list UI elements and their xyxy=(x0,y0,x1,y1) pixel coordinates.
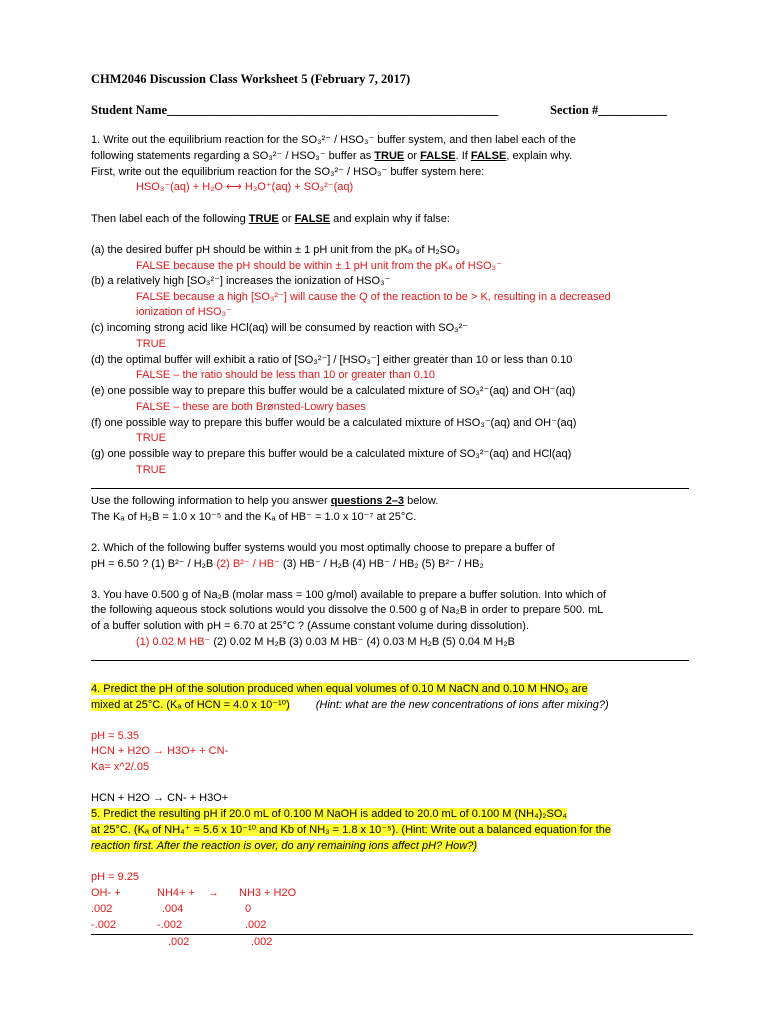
q3-answer: (1) 0.02 M HB⁻ xyxy=(136,636,211,648)
q5-table-cell: 0 xyxy=(245,903,252,915)
q5-table-header-nh3: NH3 + H2O xyxy=(239,887,297,899)
info-line2: The Kₐ of H₂B = 1.0 x 10⁻⁵ and the Kₐ of HB⁻ = 1.0 x 10⁻⁷ at 25°C. xyxy=(91,511,417,523)
q5-table-cell: .004 xyxy=(162,903,184,915)
q5-table-cell: -.002 xyxy=(157,919,183,931)
q1-statement-d: (d) the optimal buffer will exhibit a ratio of [SO₃²⁻] / [HSO₃⁻] either greater than 10 or less than 0.10 xyxy=(91,354,573,366)
info-line1: Use the following information to help you answer questions 2–3 below. xyxy=(91,495,439,507)
q5-line1: 5. Predict the resulting pH if 20.0 mL of 0.100 M NaOH is added to 20.0 mL of 0.100 M (NH₄)₂SO₄ xyxy=(91,808,567,820)
q1-answer-c: TRUE xyxy=(136,338,166,350)
q1-intro-line2: following statements regarding a SO₃²⁻ / HSO₃⁻ buffer as TRUE or FALSE. If FALSE, explain why. xyxy=(91,150,573,162)
q4-work-reaction: HCN + H2O → H3O+ + CN- xyxy=(91,745,229,757)
q1-first-line: First, write out the equilibrium reaction for the SO₃²⁻ / HSO₃⁻ buffer system here: xyxy=(91,166,485,178)
q1-answer-b-line2: ionization of HSO₃⁻ xyxy=(136,306,232,318)
q3-choices: (1) 0.02 M HB⁻ (2) 0.02 M H₂B (3) 0.03 M HB⁻ (4) 0.03 M H₂B (5) 0.04 M H₂B xyxy=(136,636,515,648)
q4-work-ka: Ka= x^2/.05 xyxy=(91,761,150,773)
q1-statement-g: (g) one possible way to prepare this buffer would be a calculated mixture of SO₃²⁻(aq) and HCl(aq) xyxy=(91,448,572,460)
q4-work-ph: pH = 5.35 xyxy=(91,730,140,742)
q4-line1: 4. Predict the pH of the solution produced when equal volumes of 0.10 M NaCN and 0.10 M HNO₃ are xyxy=(91,683,588,695)
section-field[interactable]: Section #___________ xyxy=(550,103,668,117)
q1-answer-g: TRUE xyxy=(136,464,166,476)
section-divider xyxy=(91,488,689,489)
q2-line2: pH = 6.50 ? (1) B²⁻ / H₂B (2) B²⁻ / HB⁻ (3) HB⁻ / H₂B (4) HB⁻ / HB₂ (5) B²⁻ / HB₂ xyxy=(91,558,484,570)
q3-line3: of a buffer solution with pH = 6.70 at 25°C ? (Assume constant volume during dissolution). xyxy=(91,620,530,632)
q4-line2: mixed at 25°C. (Kₐ of HCN = 4.0 x 10⁻¹⁰) (Hint: what are the new concentrations of ions after mixing?) xyxy=(91,699,609,711)
q5-table-cell: .002 xyxy=(91,903,113,915)
q1-statement-f: (f) one possible way to prepare this buffer would be a calculated mixture of HSO₃⁻(aq) and OH⁻(aq) xyxy=(91,417,577,429)
q1-intro-line1: 1. Write out the equilibrium reaction for the SO₃²⁻ / HSO₃⁻ buffer system, and then label each of the xyxy=(91,134,576,146)
q4-work-reaction2: HCN + H2O → CN- + H3O+ xyxy=(91,792,229,804)
q5-table-cell: -.002 xyxy=(91,919,117,931)
q1-answer-e: FALSE – these are both Brønsted-Lowry bases xyxy=(136,401,366,413)
q1-equation-answer: HSO₃⁻(aq) + H₂O ⟷ H₃O⁺(aq) + SO₃²⁻(aq) xyxy=(136,181,354,193)
q2-line1: 2. Which of the following buffer systems would you most optimally choose to prepare a buffer of xyxy=(91,542,555,554)
q5-line2: at 25°C. (Kₐ of NH₄⁺ = 5.6 x 10⁻¹⁰ and Kb of NH₃ = 1.8 x 10⁻⁵). (Hint: Write out a balanced equation for the xyxy=(91,824,611,836)
q5-table-cell: .002 xyxy=(245,919,267,931)
q2-answer: (2) B²⁻ / HB⁻ xyxy=(216,558,280,570)
q1-statement-b: (b) a relatively high [SO₃²⁻] increases the ionization of HSO₃⁻ xyxy=(91,275,391,287)
q1-answer-b-line1: FALSE because a high [SO₃²⁻] will cause the Q of the reaction to be > K, resulting in a decreased xyxy=(136,291,611,303)
q5-line3: reaction first. After the reaction is over, do any remaining ions affect pH? How?) xyxy=(91,840,477,852)
q1-answer-f: TRUE xyxy=(136,432,166,444)
q3-line2: the following aqueous stock solutions would you dissolve the 0.500 g of Na₂B in order to prepare 500. mL xyxy=(91,604,604,616)
q5-table-header-arrow: → xyxy=(208,887,219,899)
q5-work-ph: pH = 9.25 xyxy=(91,871,140,883)
section-divider xyxy=(91,660,689,661)
q1-then-line: Then label each of the following TRUE or FALSE and explain why if false: xyxy=(91,213,450,225)
q1-answer-d: FALSE – the ratio should be less than 10 or greater than 0.10 xyxy=(136,369,436,381)
q5-table-cell: .002 xyxy=(251,936,273,948)
q1-statement-e: (e) one possible way to prepare this buffer would be a calculated mixture of SO₃²⁻(aq) and OH⁻(aq) xyxy=(91,385,576,397)
q3-line1: 3. You have 0.500 g of Na₂B (molar mass = 100 g/mol) available to prepare a buffer solution. Into which of xyxy=(91,589,606,601)
q5-table-cell: .002 xyxy=(168,936,190,948)
student-name-field[interactable]: Student Name_____________________________________________________ xyxy=(91,103,499,117)
q1-statement-c: (c) incoming strong acid like HCl(aq) will be consumed by reaction with SO₃²⁻ xyxy=(91,322,469,334)
q5-table-header-oh: OH- + xyxy=(91,887,121,899)
q1-statement-a: (a) the desired buffer pH should be within ± 1 pH unit from the pKₐ of H₂SO₃ xyxy=(91,244,461,256)
q1-answer-a: FALSE because the pH should be within ± 1 pH unit from the pKₐ of HSO₃⁻ xyxy=(136,260,502,272)
q5-table-header-nh4: NH4+ + xyxy=(157,887,195,899)
worksheet-title: CHM2046 Discussion Class Worksheet 5 (February 7, 2017) xyxy=(91,72,411,86)
